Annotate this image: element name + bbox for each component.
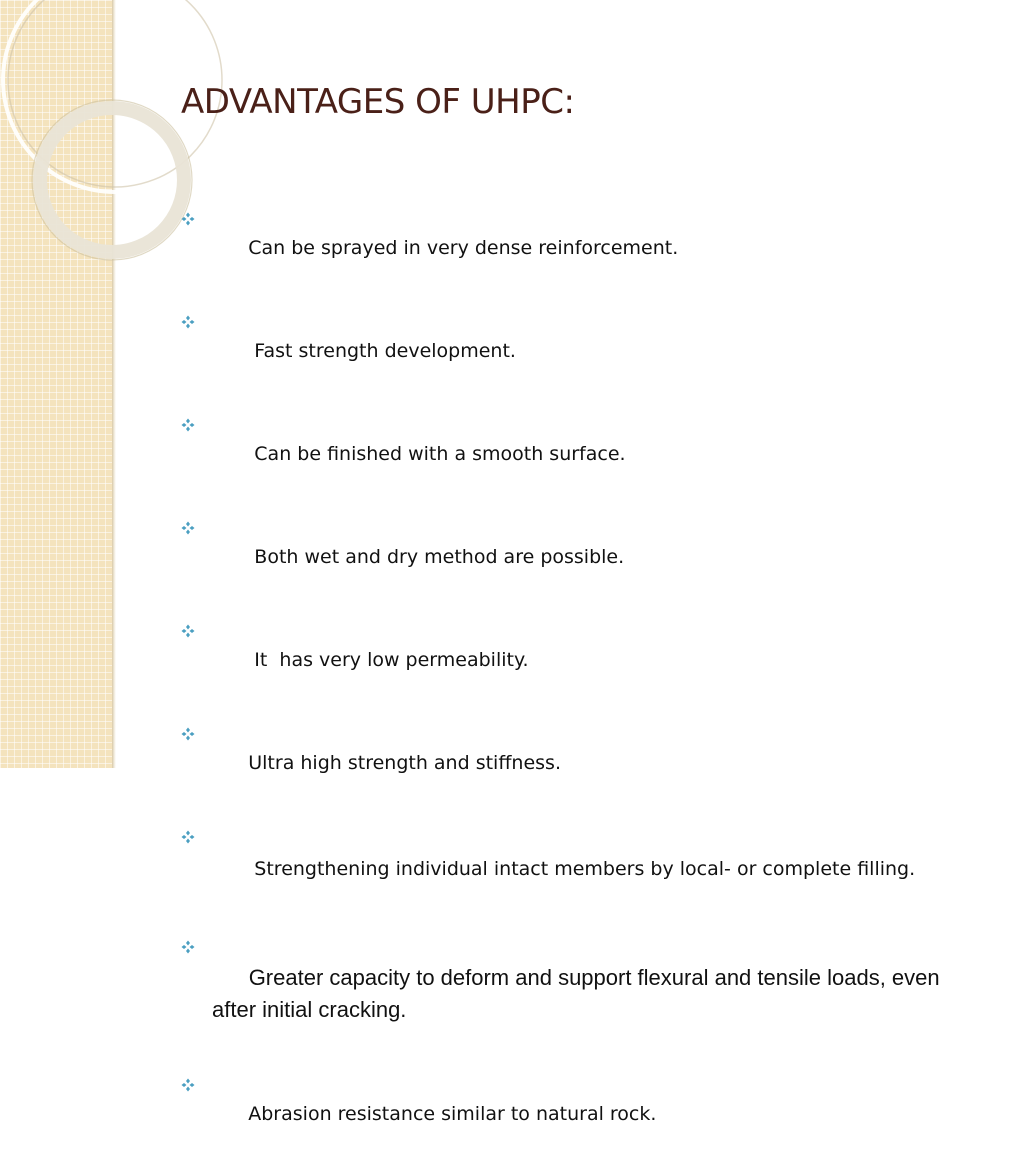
bullet-text: Ultra high strength and stiffness. xyxy=(248,752,561,774)
bullet-text: Strengthening individual intact members by local- or complete filling. xyxy=(248,858,916,880)
diamond-quad-icon xyxy=(181,418,195,432)
bullet-text: Abrasion resistance similar to natural rock. xyxy=(248,1103,657,1125)
list-item xyxy=(181,512,971,602)
diamond-quad-icon xyxy=(181,727,195,741)
diamond-quad-icon xyxy=(181,1078,195,1092)
bullet-text: Both wet and dry method are possible. xyxy=(248,546,625,568)
list-item xyxy=(181,1069,971,1159)
diamond-quad-icon xyxy=(181,521,195,535)
list-item xyxy=(181,821,971,917)
diamond-quad-icon xyxy=(181,624,195,638)
bullet-text: Can be sprayed in very dense reinforcement. xyxy=(248,237,679,259)
diamond-quad-icon xyxy=(181,212,195,226)
slide-title: ADVANTAGES OF UHPC: xyxy=(181,82,575,122)
bullet-text: Can be finished with a smooth surface. xyxy=(248,443,626,465)
list-item xyxy=(181,718,971,808)
bullet-text: Greater capacity to deform and support flexural and tensile loads, even after initial cracking. xyxy=(212,965,946,1022)
diamond-quad-icon xyxy=(181,830,195,844)
list-item xyxy=(181,930,971,1058)
diamond-quad-icon xyxy=(181,940,195,954)
bullet-text: It has very low permeability. xyxy=(248,649,529,671)
diamond-quad-icon xyxy=(181,315,195,329)
list-item xyxy=(181,409,971,499)
bullet-list xyxy=(181,203,971,1172)
list-item xyxy=(181,306,971,396)
decorative-rings-icon xyxy=(0,0,116,260)
bullet-text: Fast strength development. xyxy=(248,340,516,362)
list-item xyxy=(181,615,971,705)
list-item xyxy=(181,203,971,293)
